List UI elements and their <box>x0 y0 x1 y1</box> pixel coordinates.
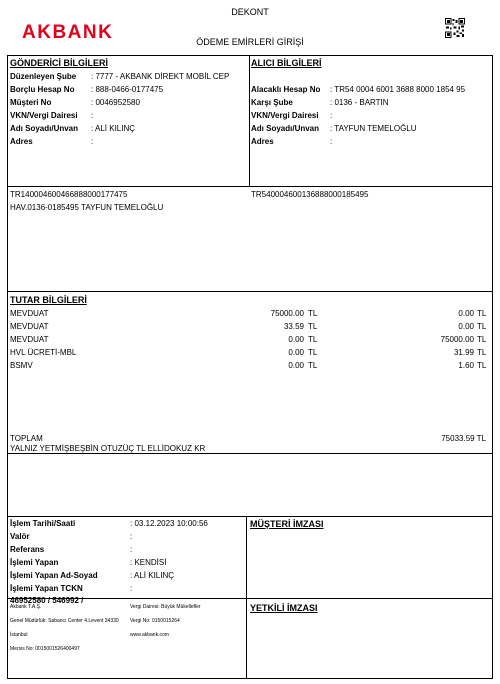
footer-city: İstanbul <box>10 632 28 638</box>
receiver-label: Adı Soyadı/Unvan <box>251 124 320 133</box>
divider <box>7 291 493 292</box>
transaction-label: Referans <box>10 545 45 554</box>
sender-label: Adı Soyadı/Unvan <box>10 124 79 133</box>
divider <box>7 186 493 187</box>
amount-credit-currency: TL <box>477 335 487 344</box>
receiver-label: VKN/Vergi Dairesi <box>251 111 319 120</box>
authorized-signature-title: YETKİLİ İMZASI <box>250 603 318 613</box>
receiver-value: : <box>330 137 333 146</box>
footer-tax-office: Vergi Dairesi: Büyük Mükellefler <box>130 604 201 610</box>
transaction-value: : 03.12.2023 10:00:56 <box>130 519 208 528</box>
sender-label: Adres <box>10 137 33 146</box>
sender-value: : 0046952580 <box>91 98 140 107</box>
footer-tax-number: Vergi No: 0150015264 <box>130 618 180 624</box>
amount-credit: 0.00 <box>458 309 474 318</box>
amount-row-label: MEVDUAT <box>10 335 49 344</box>
amount-credit: 75000.00 <box>440 335 474 344</box>
column-divider <box>246 516 247 679</box>
amount-credit: 1.60 <box>458 361 474 370</box>
sender-value: : ALİ KILINÇ <box>91 124 136 133</box>
receiver-section-title: ALICI BİLGİLERİ <box>251 58 322 68</box>
amount-row-label: BSMV <box>10 361 33 370</box>
sender-label: Müşteri No <box>10 98 52 107</box>
amount-row-label: MEVDUAT <box>10 309 49 318</box>
footer-company: Akbank T.A.Ş. <box>10 604 42 610</box>
amount-debit: 0.00 <box>288 335 304 344</box>
amount-debit-currency: TL <box>308 348 318 357</box>
divider <box>7 516 493 517</box>
footer-mersis: Mersis No: 0015001526400497 <box>10 646 80 652</box>
receiver-label: Karşı Şube <box>251 98 293 107</box>
receiver-value: : <box>330 111 333 120</box>
amount-debit-currency: TL <box>308 335 318 344</box>
akbank-logo: AKBANK <box>22 22 114 43</box>
sender-label: Düzenleyen Şube <box>10 72 77 81</box>
amount-credit: 0.00 <box>458 322 474 331</box>
transaction-value: : ALİ KILINÇ <box>130 571 175 580</box>
transaction-value: : <box>130 584 133 593</box>
qr-code-icon <box>445 18 465 38</box>
transaction-value: : <box>130 545 133 554</box>
total-in-words: YALNIZ YETMİŞBEŞBİN OTUZÜÇ TL ELLİDOKUZ KR <box>10 444 206 453</box>
amount-debit: 0.00 <box>288 348 304 357</box>
receiver-iban: TR540004600136888000185495 <box>251 190 369 199</box>
transaction-reference-line: 46952580 / 546992 / <box>10 596 84 605</box>
amount-row-label: MEVDUAT <box>10 322 49 331</box>
customer-signature-title: MÜŞTERİ İMZASI <box>250 519 324 529</box>
document-title: DEKONT <box>231 7 269 17</box>
sender-value: : <box>91 137 94 146</box>
receiver-value: : TR54 0004 6001 3688 8000 1854 95 <box>330 85 466 94</box>
amounts-section-title: TUTAR BİLGİLERİ <box>10 295 87 305</box>
document-subtitle: ÖDEME EMİRLERİ GİRİŞİ <box>196 37 304 47</box>
transaction-value: : KENDİSİ <box>130 558 167 567</box>
receiver-label: Adres <box>251 137 274 146</box>
footer-website: www.akbank.com <box>130 632 169 638</box>
transaction-label: Valör <box>10 532 30 541</box>
total-label: TOPLAM <box>10 434 43 443</box>
sender-label: VKN/Vergi Dairesi <box>10 111 78 120</box>
sender-iban: TR140004600466888000177475 <box>10 190 128 199</box>
sender-value: : <box>91 111 94 120</box>
receiver-value: : 0136 - BARTIN <box>330 98 389 107</box>
transaction-label: İşlemi Yapan TCKN <box>10 584 83 593</box>
amount-credit: 31.99 <box>453 348 474 357</box>
transaction-label: İşlemi Yapan Ad-Soyad <box>10 571 98 580</box>
amount-credit-currency: TL <box>477 322 487 331</box>
amount-debit-currency: TL <box>308 361 318 370</box>
transfer-description: HAV.0136-0185495 TAYFUN TEMELOĞLU <box>10 203 164 212</box>
amount-credit-currency: TL <box>477 361 487 370</box>
amount-debit-currency: TL <box>308 309 318 318</box>
amount-debit: 75000.00 <box>270 309 304 318</box>
footer-address: Genel Müdürlük: Sabancı Center 4.Levent 34330 <box>10 618 119 624</box>
column-divider <box>249 55 250 186</box>
transaction-value: : <box>130 532 133 541</box>
amount-credit-currency: TL <box>477 348 487 357</box>
amount-debit: 33.59 <box>283 322 304 331</box>
sender-value: : 888-0466-0177475 <box>91 85 164 94</box>
total-value: 75033.59 TL <box>441 434 486 443</box>
receiver-label: Alacaklı Hesap No <box>251 85 321 94</box>
amount-row-label: HVL ÜCRETİ-MBL <box>10 348 77 357</box>
sender-section-title: GÖNDERİCİ BİLGİLERİ <box>10 58 109 68</box>
transaction-label: İşlemi Yapan <box>10 558 59 567</box>
sender-label: Borçlu Hesap No <box>10 85 75 94</box>
transaction-label: İşlem Tarihi/Saati <box>10 519 76 528</box>
receiver-value: : TAYFUN TEMELOĞLU <box>330 124 417 133</box>
amount-credit-currency: TL <box>477 309 487 318</box>
sender-value: : 7777 - AKBANK DİREKT MOBİL CEP <box>91 72 230 81</box>
amount-debit-currency: TL <box>308 322 318 331</box>
amount-debit: 0.00 <box>288 361 304 370</box>
